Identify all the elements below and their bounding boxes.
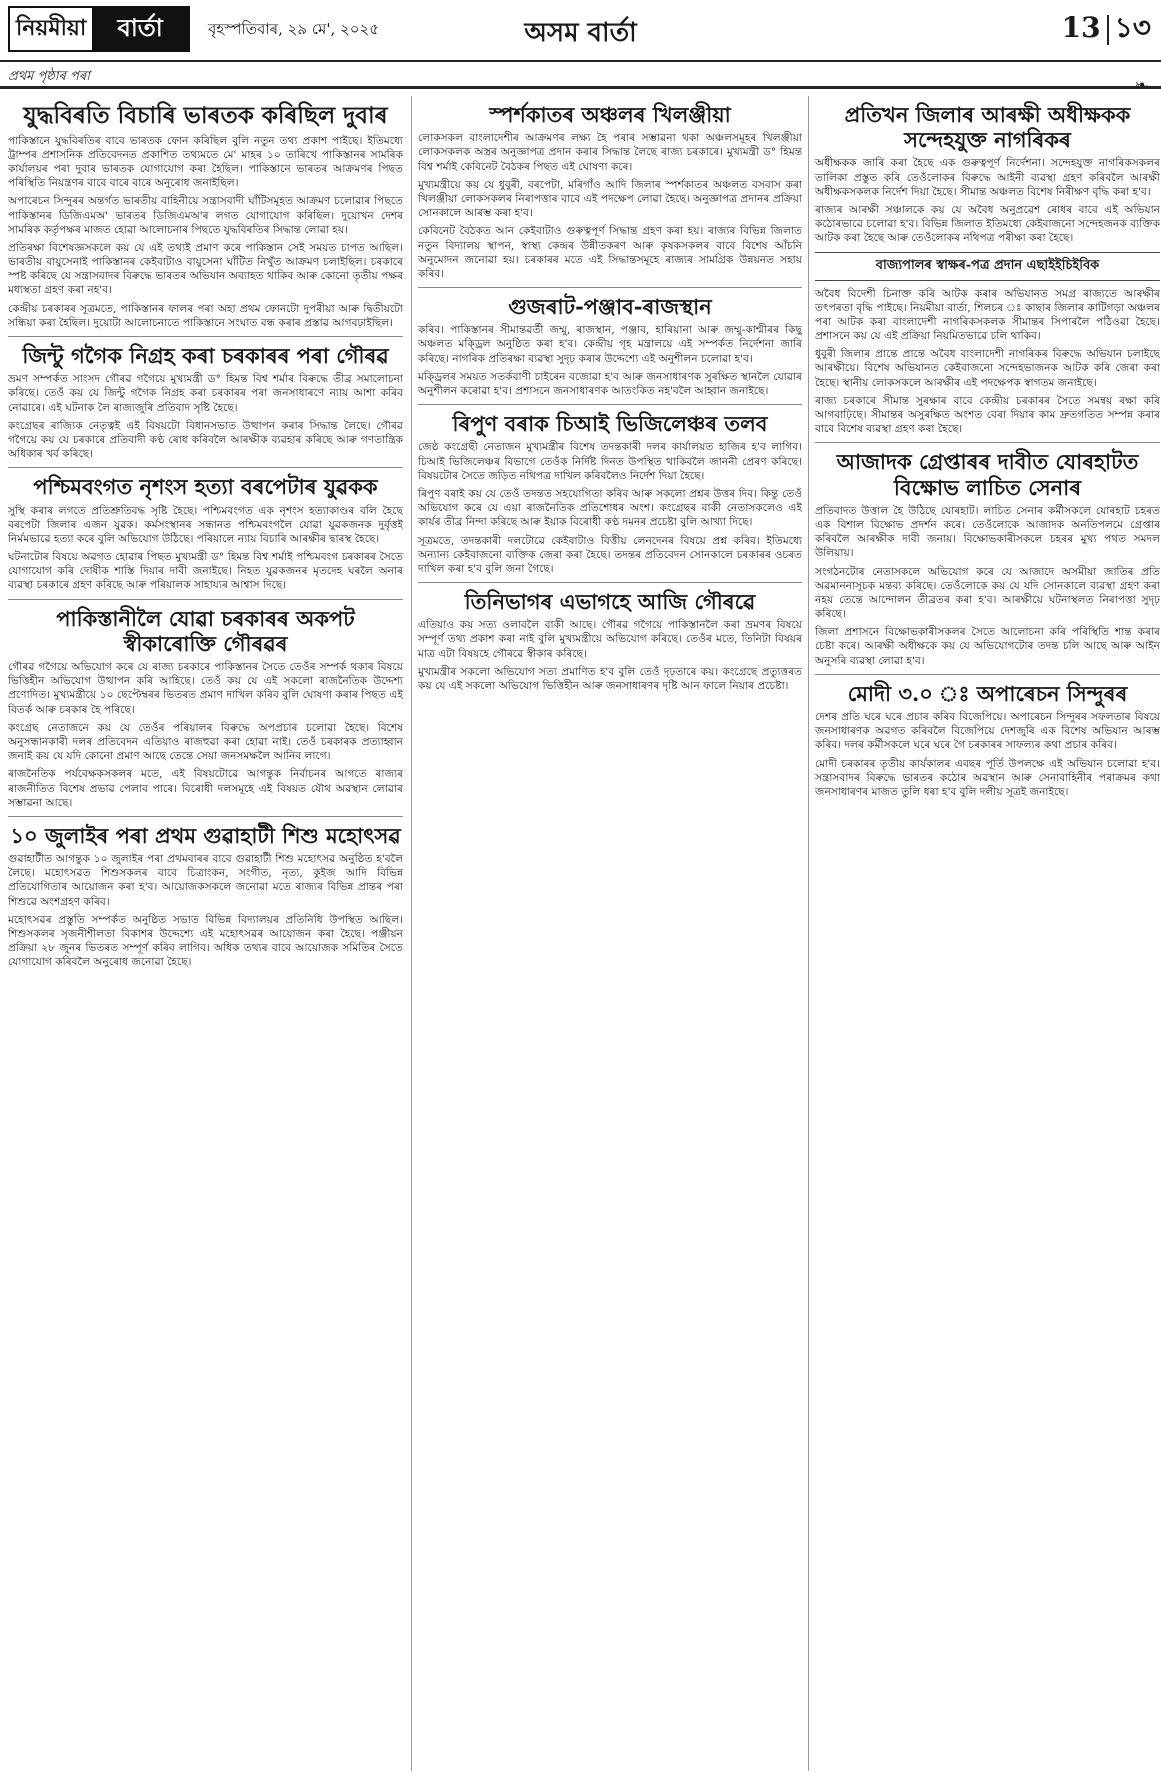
article-paragraph: জিলা প্ৰশাসনে বিক্ষোভকাৰীসকলৰ সৈতে আলোচনা কৰি পৰিস্থিতি শান্ত কৰাৰ চেষ্টা কৰে। আৰক্ষী অধীক্ষকে কয় যে অভিযোগটোৰ তদন্ত চলি আছে আৰু আইন অনুসৰি ব্যৱস্থা লোৱা হ'ব। — [815, 626, 1160, 667]
article-paragraph: প্ৰতিৰক্ষা বিশেষজ্ঞসকলে কয় যে এই তথ্যই প্ৰমাণ কৰে পাকিস্তান সেই সময়ত চাপত আছিল। ভাৰতীয় বায়ুসেনাই পাকিস্তানৰ কেইবাটাও বায়ুসেনা ঘাঁটিত নিখুঁত আক্ৰমণ চলাইছিল। চৰকাৰে স্পষ্ট কৰিছে যে সন্ত্ৰাসবাদৰ বিৰুদ্ধে ভাৰতৰ অভিযান অব্যাহত থাকিব আৰু কোনো তৃতীয় পক্ষৰ মধ্যস্থতা গ্ৰহণ কৰা নহ'ব। — [8, 241, 403, 297]
article-paragraph: অধীক্ষকক জাৰি কৰা হৈছে এক গুৰুত্বপূৰ্ণ নিৰ্দেশনা। সন্দেহযুক্ত নাগৰিকসকলৰ তালিকা প্ৰস্তুত কৰি তেওঁলোকৰ বিৰুদ্ধে আইনী ব্যৱস্থা গ্ৰহণ কৰিবলৈ আৰক্ষী অধীক্ষকসকলক নিৰ্দেশ দিয়া হৈছে। সীমান্ত অঞ্চলত বিশেষ নিৰীক্ষণ বৃদ্ধি কৰা হ'ব। — [815, 157, 1160, 198]
headline-district-police: প্ৰতিখন জিলাৰ আৰক্ষী অধীক্ষকক সন্দেহযুক্ত নাগৰিকৰ — [844, 102, 1131, 153]
article-paragraph: গুৱাহাটীত আগন্তুক ১০ জুলাইৰ পৰা প্ৰথমবাৰৰ বাবে গুৱাহাটী শিশু মহোৎসৱ অনুষ্ঠিত হ'বলৈ লৈছে। মহোৎসৱত শিশুসকলৰ বাবে চিত্ৰাংকন, সংগীত, নৃত্য, কুইজ আদি বিভিন্ন প্ৰতিযোগিতাৰ আয়োজন কৰা হ'ব। আয়োজকসকলে জনোৱা মতে ৰাজ্যৰ বিভিন্ন প্ৰান্তৰ পৰা শিশুৱে অংশগ্ৰহণ কৰিব। — [8, 853, 403, 908]
article-paragraph: দেশৰ প্ৰতি ঘৰে ঘৰে প্ৰচাৰ কৰিব বিজেপিয়ে। অপাৰেচন সিন্দুৰৰ সফলতাৰ বিষয়ে জনসাধাৰণক অৱগত কৰিবলৈ বিজেপিয়ে দেশজুৰি এক বিশেষ অভিযান আৰম্ভ কৰিব। দলৰ কৰ্মীসকলে ঘৰে ঘৰে গৈ চৰকাৰৰ সাফল্যৰ কথা প্ৰচাৰ কৰিব। — [815, 711, 1160, 752]
divider — [418, 582, 802, 583]
headline-ripun: ৰিপুণ বৰাক চিআই ভিজিলেঞ্চৰ তলব — [452, 411, 768, 437]
article-paragraph: মুখ্যমন্ত্ৰীৰ সকলো অভিযোগ সত্য প্ৰমাণিত হ'ব বুলি তেওঁ দৃঢ়তাৰে কয়। কংগ্ৰেছে প্ৰত্যুত্তৰত কয় যে এই সকলো অভিযোগ ভিত্তিহীন আৰু জনসাধাৰণৰ দৃষ্টি আন ফালে নিয়াৰ প্ৰচেষ্টা। — [418, 665, 802, 692]
headline-jorhat-protest: আজাদক গ্ৰেপ্তাৰৰ দাবীত যোৰহাটত বিক্ষোভ লাচিত সেনাৰ — [836, 449, 1139, 500]
column-right — [808, 96, 1160, 1771]
article-paragraph: মোদী চৰকাৰৰ তৃতীয় কাৰ্যকালৰ এবছৰ পূৰ্তি উপলক্ষে এই অভিযান চলোৱা হ'ব। সন্ত্ৰাসবাদৰ বিৰুদ্ধে ভাৰতৰ কঠোৰ অৱস্থান আৰু সেনাবাহিনীৰ পৰাক্ৰমৰ কথা জনসাধাৰণৰ মাজত তুলি ধৰা হ'ব বুলি দলীয় সূত্ৰই জনাইছে। — [815, 757, 1160, 798]
article-paragraph: ৰাজ্যৰ আৰক্ষী সঞ্চালকে কয় যে অবৈধ অনুপ্ৰৱেশ ৰোধৰ বাবে এই অভিযান কঠোৰভাৱে চলোৱা হ'ব। বিভিন্ন জিলাত ইতিমধ্যে কেইবাজনো সন্দেহজনক ব্যক্তিক আটক কৰা হৈছে আৰু তেওঁলোকৰ নথিপত্ৰ পৰীক্ষা কৰা হৈছে। — [815, 203, 1160, 245]
article-paragraph: কৰিব। পাকিস্তানৰ সীমান্তৱৰ্তী জম্মু, ৰাজস্থান, পঞ্জাব, হাৰিয়ানা আৰু জম্মু-কাশ্মীৰৰ কিছু অঞ্চলত মক্ড্ৰিল অনুষ্ঠিত কৰা হ'ব। কেন্দ্ৰীয় গৃহ মন্ত্ৰালয়ে এই সম্পৰ্কত নিৰ্দেশনা জাৰি কৰিছে। নাগৰিক প্ৰতিৰক্ষা ব্যৱস্থা সুদৃঢ় কৰাৰ উদ্দেশ্যে এই অনুশীলন চলোৱা হ'ব। — [418, 324, 802, 365]
divider — [8, 816, 403, 817]
headline-jintu: জিন্টু গগৈক নিগ্ৰহ কৰা চৰকাৰৰ পৰা গৌৰৱ — [22, 343, 389, 369]
divider — [418, 404, 802, 405]
article-paragraph: গৌৰৱ গগৈয়ে অভিযোগ কৰে যে ৰাজ্য চৰকাৰে পাকিস্তানৰ সৈতে তেওঁৰ সম্পৰ্ক থকাৰ বিষয়ে ভিত্তিহীন অভিযোগ উত্থাপন কৰি আহিছে। তেওঁ কয় যে এই সকলো ৰাজনৈতিক উদ্দেশ্য প্ৰণোদিত। মুখ্যমন্ত্ৰীয়ে ১০ ছেপ্টেম্বৰৰ ভিতৰত প্ৰমাণ দাখিল কৰিব বুলি ঘোষণা কৰাৰ পিছত এই বিতৰ্ক আৰু চৰকাৰ হৈ পৰিছে। — [8, 661, 403, 716]
subsection-heading: বাজ্যপালৰ স্বাক্ষৰ-পত্ৰ প্ৰদান এছাইইচিইবিক — [815, 252, 1160, 281]
column-left — [8, 96, 403, 1771]
masthead-rule — [0, 86, 1161, 89]
headline-westbengal: পশ্চিমবংগত নৃশংস হত্যা বৰপেটাৰ যুৱকক — [33, 474, 378, 500]
article-paragraph: অবৈধ বিদেশী চিনাক্ত কৰি আটক কৰাৰ অভিযানত সমগ্ৰ ৰাজ্যতে আৰক্ষীৰ তৎপৰতা বৃদ্ধি পাইছে। নিয়মীয়া বাৰ্তা, শিলচৰ ঃ কাছাৰ জিলাৰ কাটিগড়া অঞ্চলৰ পৰা আটক কৰা বাংলাদেশী নাগৰিকসকলক সীমান্তৰ সিপাৰলৈ পঠিওৱা হৈছে। প্ৰশাসনে কয় যে এই প্ৰক্ৰিয়া নিয়মিতভাৱে চলি থাকিব। — [815, 287, 1160, 343]
page-number-latin: 13 — [1061, 11, 1101, 44]
headline-modi: মোদী ৩.০ ঃ অপাৰেচন সিন্দুৰৰ — [847, 680, 1128, 706]
article-paragraph: মুখ্যমন্ত্ৰীয়ে কয় যে ধুবুৰী, বৰপেটা, মৰিগাঁও আদি জিলাৰ স্পৰ্শকাতৰ অঞ্চলত বসবাস কৰা খিলঞ্জীয়া লোকসকলৰ নিৰাপত্তাৰ বাবে এই পদক্ষেপ লোৱা হৈছে। অনুজ্ঞাপত্ৰ প্ৰদানৰ প্ৰক্ৰিয়া সোনকালে আৰম্ভ কৰা হ'ব। — [418, 178, 802, 220]
article-paragraph: কংগ্ৰেছ নেতাজনে কয় যে তেওঁৰ পৰিয়ালৰ বিৰুদ্ধে অপপ্ৰচাৰ চলোৱা হৈছে। বিশেষ অনুসন্ধানকাৰী দলৰ প্ৰতিবেদন এতিয়াও ৰাজহুৱা কৰা হোৱা নাই। তেওঁ চৰকাৰক প্ৰত্যাহ্বান জনাই কয় যে যদি কোনো প্ৰমাণ আছে তেন্তে সেয়া জনসমক্ষলৈ আনিব লাগে। — [8, 721, 403, 763]
logo-part2: বার্তা — [92, 8, 188, 50]
article-paragraph: ধুবুৰী জিলাৰ প্ৰান্তে প্ৰান্তে অবৈধ বাংলাদেশী নাগৰিকৰ বিৰুদ্ধে অভিযান চলাইছে আৰক্ষীয়ে। বিশেষ অভিযানত কেইবাজনো সন্দেহভাজনক আটক কৰি জেৰা কৰা হৈছে। স্থানীয় লোকসকলে আৰক্ষীৰ এই পদক্ষেপক স্বাগতম জনাইছে। — [815, 348, 1160, 389]
article-paragraph: সূত্ৰমতে, তদন্তকাৰী দলটোৱে কেইবাটাও বিত্তীয় লেনদেনৰ বিষয়ে প্ৰশ্ন কৰিব। ইতিমধ্যে অন্যান্য কেইবাজনো ব্যক্তিক জেৰা কৰা হৈছে। তদন্তৰ প্ৰতিবেদন সোনকালে চৰকাৰৰ ওচৰত দাখিল কৰা হ'ব বুলি জনা গৈছে। — [418, 534, 802, 575]
article-paragraph: পাকিস্তানে যুদ্ধবিৰতিৰ বাবে ভাৰতক ফোন কৰিছিল বুলি নতুন তথ্য প্ৰকাশ পাইছে। ইতিমধ্যে ট্ৰাম্পৰ প্ৰশাসনিক প্ৰতিবেদনত প্ৰকাশিত তথ্যমতে মে' মাহৰ ১০ তাৰিখে পাকিস্তানৰ সামৰিক কাৰ্যালয়ৰ পৰা দুবাৰ ভাৰতক যোগাযোগ কৰা হৈছিল। পাকিস্তানে ভাৰতৰ আক্ৰমণৰ পিছত পৰিস্থিতি নিয়ন্ত্ৰণৰ বাবে বাৰে বাৰে অনুৰোধ জনাইছিল। — [8, 134, 403, 190]
article-paragraph: মহোৎসৱৰ প্ৰস্তুতি সম্পৰ্কত অনুষ্ঠিত সভাত বিভিন্ন বিদ্যালয়ৰ প্ৰতিনিধি উপস্থিত আছিল। শিশুসকলৰ সৃজনীশীলতা বিকাশৰ উদ্দেশ্যে এই মহোৎসৱৰ আয়োজন কৰা হৈছে। পঞ্জীয়ন প্ৰক্ৰিয়া ২৮ জুনৰ ভিতৰত সম্পূৰ্ণ কৰিব লাগিব। অধিক তথ্যৰ বাবে আয়োজক সমিতিৰ সৈতে যোগাযোগ কৰিবলৈ অনুৰোধ জনোৱা হৈছে। — [8, 913, 403, 969]
headline-one-third: তিনিভাগৰ এভাগহে আজি গৌৰৱে — [464, 589, 756, 615]
article-paragraph: সংগঠনটোৰ নেতাসকলে অভিযোগ কৰে যে আজাদে অসমীয়া জাতিৰ প্ৰতি অৱমাননাসূচক মন্তব্য কৰিছে। তেওঁলোকে কয় যে যদি সোনকালে ব্যৱস্থা গ্ৰহণ কৰা নহয় তেন্তে আন্দোলন তীব্ৰতৰ কৰা হ'ব। আৰক্ষীয়ে ঘটনাস্থলত নিৰাপত্তা সুদৃঢ় কৰিছে। — [815, 565, 1160, 621]
divider — [8, 599, 403, 600]
masthead — [0, 0, 1161, 62]
article-paragraph: জেষ্ঠ কংগ্ৰেছী নেতাজন মুখ্যমন্ত্ৰীৰ বিশেষ তদন্তকাৰী দলৰ কাৰ্যালয়ত হাজিৰ হ'ব লাগিব। চিআই ভিজিলেঞ্চৰ বিভাগে তেওঁক নিৰ্দিষ্ট দিনত উপস্থিত থাকিবলৈ জাননী প্ৰেৰণ কৰিছে। বিষয়টোৰ সৈতে জড়িত নথিপত্ৰ দাখিল কৰিবলৈও নিৰ্দেশ দিয়া হৈছে। — [418, 441, 802, 482]
divider — [815, 674, 1160, 675]
article-paragraph: ৰিপুণ বৰাই কয় যে তেওঁ তদন্তত সহযোগিতা কৰিব আৰু সকলো প্ৰশ্নৰ উত্তৰ দিব। কিন্তু তেওঁ অভিযোগ কৰে যে এয়া ৰাজনৈতিক প্ৰতিশোধৰ অংশ। কংগ্ৰেছৰ বাকী নেতাসকলেও এই কাৰ্যৰ তীব্ৰ নিন্দা কৰিছে আৰু ইয়াক বিৰোধী কণ্ঠ দমনৰ প্ৰচেষ্টা বুলি আখ্যা দিছে। — [418, 487, 802, 529]
article-paragraph: ঘটনাটোৰ বিষয়ে অৱগত হোৱাৰ পিছত মুখ্যমন্ত্ৰী ড° হিমন্ত বিশ্ব শৰ্মাই পশ্চিমবংগ চৰকাৰৰ সৈতে যোগাযোগ কৰি দোষীক শাস্তি দিয়াৰ দাবী জনাইছে। নিহত যুৱকজনৰ মৃতদেহ ঘৰলৈ অনাৰ ব্যৱস্থা চৰকাৰে গ্ৰহণ কৰিছে আৰু পৰিয়ালক সাহায্যৰ আশ্বাস দিছে। — [8, 551, 403, 592]
headline-sensitive-areas: স্পৰ্শকাতৰ অঞ্চলৰ খিলঞ্জীয়া — [489, 102, 731, 127]
page-number-local: ১৩ — [1114, 11, 1151, 44]
page-number — [1062, 6, 1151, 53]
headline-pakistan-admission: পাকিস্তানীলৈ যোৱা চৰকাৰৰ অকপট স্বীকাৰোক্তি গৌৰৱৰ — [56, 605, 355, 656]
divider — [8, 467, 403, 468]
article-paragraph: অপাৰেচন সিন্দুৰৰ অন্তৰ্গত ভাৰতীয় বাহিনীয়ে সন্ত্ৰাসবাদী ঘাঁটিসমূহত আক্ৰমণ চলোৱাৰ পিছতে পাকিস্তানৰ ডিজিএমঅ' ভাৰতৰ ডিজিএমঅ'ৰ লগত যোগাযোগ কৰিছিল। দুয়োখন দেশৰ সামৰিক কৰ্তৃপক্ষৰ মাজত হোৱা আলোচনাৰ পিছতে যুদ্ধবিৰতিৰ সিদ্ধান্ত লোৱা হয়। — [8, 195, 403, 236]
article-paragraph: কংগ্ৰেছৰ ৰাজ্যিক নেতৃত্বই এই বিষয়টো বিধানসভাত উত্থাপন কৰাৰ সিদ্ধান্ত লৈছে। গৌৰৱ গগৈয়ে কয় যে চৰকাৰে প্ৰতিবাদী কণ্ঠ ৰোধ কৰিবলৈ আৰক্ষীক ব্যৱহাৰ কৰিছে আৰু গণতান্ত্ৰিক অধিকাৰ খৰ্ব কৰিছে। — [8, 419, 403, 461]
divider — [815, 442, 1160, 443]
headline-children-festival: ১০ জুলাইৰ পৰা প্ৰথম গুৱাহাটী শিশু মহোৎসৱ — [10, 822, 401, 848]
article-paragraph: কেবিনেট বৈঠকত আন কেইবাটাও গুৰুত্বপূৰ্ণ সিদ্ধান্ত গ্ৰহণ কৰা হয়। ৰাজ্যৰ বিভিন্ন জিলাত নতুন বিদ্যালয় স্থাপন, স্বাস্থ্য কেন্দ্ৰৰ উন্নীতকৰণ আৰু কৃষকসকলৰ বাবে বিশেষ আঁচনি অনুমোদন জনোৱা হয়। চৰকাৰৰ মতে এই সিদ্ধান্তসমূহে ৰাজ্যৰ সামগ্ৰিক উন্নয়নত সহায় কৰিব। — [418, 225, 802, 280]
article-paragraph: ৰাজনৈতিক পৰ্যবেক্ষকসকলৰ মতে, এই বিষয়টোৱে আগন্তুক নিৰ্বাচনৰ আগতে ৰাজ্যৰ ৰাজনীতিত বিশেষ প্ৰভাৱ পেলাব পাৰে। বিৰোধী দলসমূহে এই বিষয়ত যৌথ অৱস্থান লোৱাৰ সম্ভাৱনা আছে। — [8, 768, 403, 809]
headline-ceasefire: যুদ্ধবিৰতি বিচাৰি ভাৰতক কৰিছিল দুবাৰ — [23, 102, 388, 129]
headline-gujarat: গুজৰাট-পঞ্জাব-ৰাজস্থান — [508, 294, 712, 320]
article-paragraph: লোকসকল বাংলাদেশীৰ আক্ৰমণৰ লক্ষ্য হৈ পৰাৰ সম্ভাৱনা থকা অঞ্চলসমূহৰ খিলঞ্জীয়া লোকসকলক অস্ত্ৰৰ অনুজ্ঞাপত্ৰ প্ৰদান কৰাৰ সিদ্ধান্ত লৈছে ৰাজ্য চৰকাৰে। মুখ্যমন্ত্ৰী ড° হিমন্ত বিশ্ব শৰ্মাই কেবিনেট বৈঠকৰ পিছত এই ঘোষণা কৰে। — [418, 132, 802, 173]
article-paragraph: কেন্দ্ৰীয় চৰকাৰৰ সূত্ৰমতে, পাকিস্তানৰ ফালৰ পৰা অহা প্ৰথম ফোনটো দুপৰীয়া আৰু দ্বিতীয়টো সন্ধিয়া কৰা হৈছিল। দুয়োটা আলোচনাতে পাকিস্তানে সংঘাত বন্ধ কৰাৰ প্ৰস্তাৱ আগবঢ়াইছিল। — [8, 302, 403, 329]
article-paragraph: সুস্থি কৰাৰ লগতে প্ৰতিশ্ৰুতিবদ্ধ সৃষ্টি হৈছে। পশ্চিমবংগত এক নৃশংস হত্যাকাণ্ডৰ বলি হৈছে বৰপেটা জিলাৰ এজন যুৱক। কৰ্মসংস্থানৰ সন্ধানত পশ্চিমবংগলৈ যোৱা যুৱকজনক দুৰ্বৃত্তই নিৰ্মমভাৱে হত্যা কৰে বুলি অভিযোগ উঠিছে। পৰিয়ালে ন্যায় বিচাৰি আৰক্ষীৰ দ্বাৰস্থ হৈছে। — [8, 504, 403, 545]
article-paragraph: মক্ড্ৰিলৰ সময়ত সতৰ্কবাণী চাইৰেন বজোৱা হ'ব আৰু জনসাধাৰণক সুৰক্ষিত স্থানলৈ যোৱাৰ অনুশীলন কৰোৱা হ'ব। প্ৰশাসনে জনসাধাৰণক আতংকিত নহ'বলৈ আহ্বান জনাইছে। — [418, 370, 802, 397]
article-paragraph: ভ্ৰমণ সম্পৰ্কত সাংসদ গৌৰৱ গগৈয়ে মুখ্যমন্ত্ৰী ড° হিমন্ত বিশ্ব শৰ্মাৰ বিৰুদ্ধে তীব্ৰ সমালোচনা কৰিছে। তেওঁ কয় যে জিন্টু গগৈক নিগ্ৰহ কৰা চৰকাৰৰ পৰা জনসাধাৰণে ন্যায় আশা কৰিব নোৱাৰে। এই ঘটনাক লৈ ৰাজ্যজুৰি প্ৰতিবাদ সৃষ্টি হৈছে। — [8, 373, 403, 414]
divider — [8, 336, 403, 337]
article-paragraph: ৰাজ্য চৰকাৰে সীমান্ত সুৰক্ষাৰ বাবে কেন্দ্ৰীয় চৰকাৰৰ সৈতে সমন্বয় ৰক্ষা কৰি আগবাঢ়িছে। সীমান্তৰ অসুৰক্ষিত অংশত বেৰা দিয়াৰ কাম দ্ৰুতগতিত সম্পন্ন কৰাৰ বাবে বিশেষ ব্যৱস্থা গ্ৰহণ কৰা হৈছে। — [815, 394, 1160, 436]
article-paragraph: প্ৰতিবাদত উত্তাল হৈ উঠিছে যোৰহাট। লাচিত সেনাৰ কৰ্মীসকলে যোৰহাট চহৰত এক বিশাল বিক্ষোভ প্ৰদৰ্শন কৰে। তেওঁলোকে আজাদক অনতিপলমে গ্ৰেপ্তাৰ কৰিবলৈ আৰক্ষীক দাবী জনায়। বিক্ষোভকাৰীসকলে চহৰৰ মুখ্য পথত সমদল উলিয়ায়। — [815, 504, 1160, 560]
column-middle — [411, 96, 802, 1771]
divider — [418, 287, 802, 288]
page-number-divider — [1107, 15, 1109, 45]
article-paragraph: এতিয়াও কয় সত্য ওলাবলৈ বাকী আছে। গৌৰৱ গগৈয়ে পাকিস্তানলৈ কৰা ভ্ৰমণৰ বিষয়ে সম্পূৰ্ণ তথ্য প্ৰকাশ কৰা নাই বুলি মুখ্যমন্ত্ৰীয়ে অভিযোগ কৰিছে। তেওঁৰ মতে, তিনিটা বিষয়ৰ মাত্ৰ এটা বিষয়হে গৌৰৱে স্বীকাৰ কৰিছে। — [418, 619, 802, 660]
logo-part1: নিয়মীয়া — [10, 8, 92, 50]
dateline: বৃহস্পতিবাৰ, ২৯ মে', ২০২৫ — [208, 20, 379, 38]
section-title: অসম বাৰ্তা — [524, 18, 637, 48]
continued-label: প্ৰথম পৃষ্ঠাৰ পৰা — [8, 69, 90, 84]
